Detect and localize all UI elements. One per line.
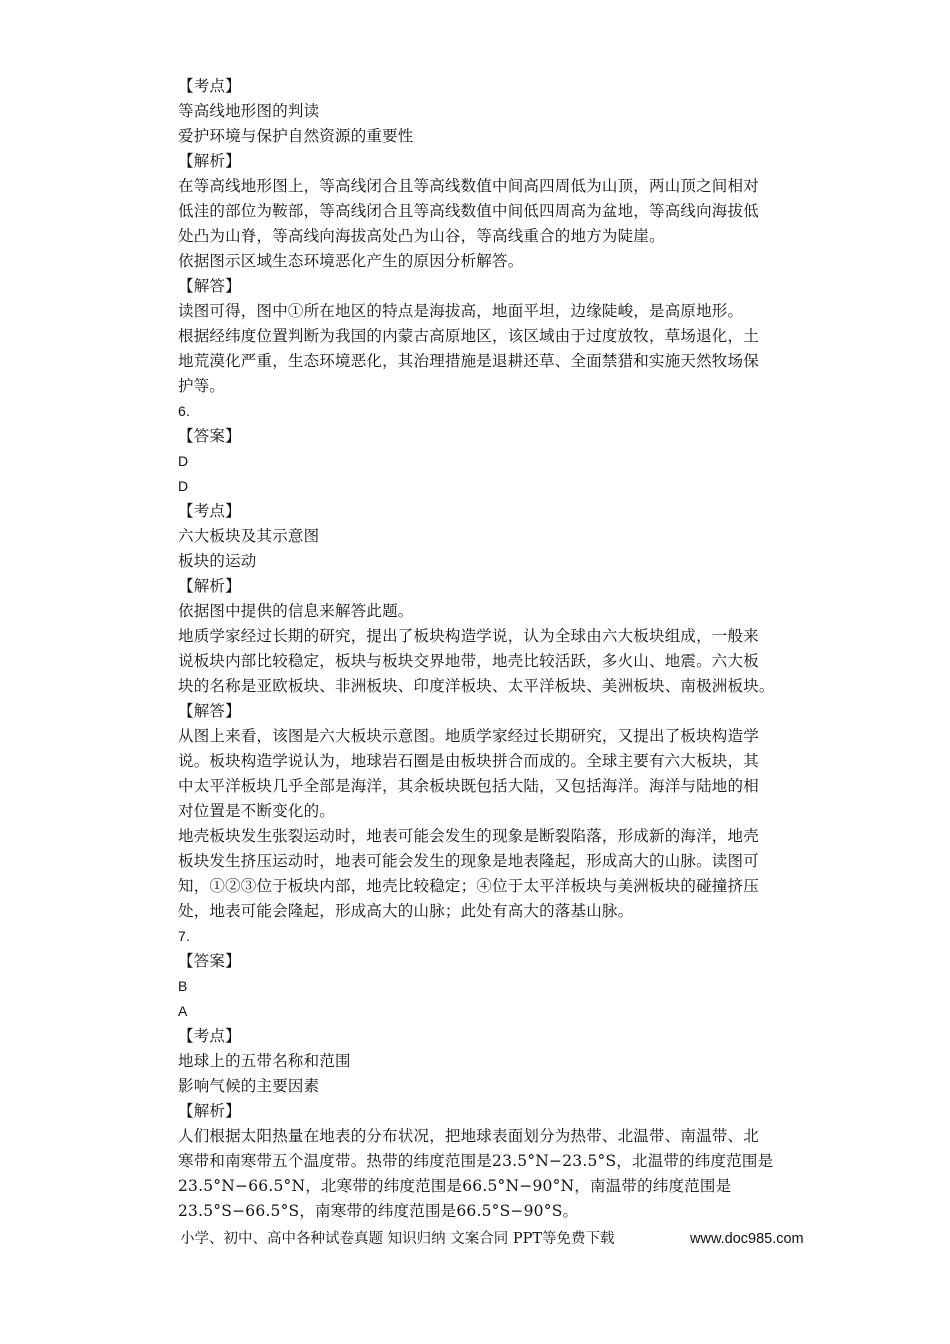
text-line: 对位置是不断变化的。	[178, 802, 336, 820]
document-body	[178, 74, 818, 1224]
text-line: 人们根据太阳热量在地表的分布状况，把地球表面划分为热带、北温带、南温带、北	[178, 1127, 759, 1145]
text-line: 六大板块及其示意图	[178, 527, 320, 545]
section-heading: 【考点】	[178, 1027, 241, 1045]
section-heading: 【考点】	[178, 502, 241, 520]
footer-promo-text: 小学、初中、高中各种试卷真题 知识归纳 文案合同 PPT等免费下载	[180, 1231, 615, 1247]
text-line: 地球上的五带名称和范围	[178, 1052, 351, 1070]
text-line: 地壳板块发生张裂运动时，地表可能会发生的现象是断裂陷落，形成新的海洋，地壳	[178, 827, 759, 845]
text-line: 地荒漠化严重，生态环境恶化，其治理措施是退耕还草、全面禁猎和实施天然牧场保	[178, 352, 759, 370]
text-line: 知，①②③位于板块内部，地壳比较稳定；④位于太平洋板块与美洲板块的碰撞挤压	[178, 877, 759, 895]
question-number: 7.	[178, 928, 191, 944]
text-line: 低洼的部位为鞍部，等高线闭合且等高线数值中间低四周高为盆地，等高线向海拔低	[178, 202, 759, 220]
section-heading: 【解析】	[178, 577, 241, 595]
section-heading: 【解析】	[178, 1102, 241, 1120]
text-line: 等高线地形图的判读	[178, 102, 320, 120]
text-line: 23.5°N−66.5°N，北寒带的纬度范围是66.5°N−90°N，南温带的纬度范围是	[178, 1177, 732, 1195]
section-heading: 【考点】	[178, 77, 241, 95]
text-line: 地质学家经过长期的研究，提出了板块构造学说，认为全球由六大板块组成，一般来	[178, 627, 759, 645]
text-line: 依据图中提供的信息来解答此题。	[178, 602, 414, 620]
footer-website-link[interactable]: www.doc985.com	[690, 1231, 804, 1247]
answer-letter: D	[178, 453, 189, 469]
text-line: 读图可得，图中①所在地区的特点是海拔高，地面平坦，边缘陡峻，是高原地形。	[178, 302, 744, 320]
section-heading: 【解答】	[178, 277, 241, 295]
section-heading: 【答案】	[178, 427, 241, 445]
text-line: 中太平洋板块几乎全部是海洋，其余板块既包括大陆，又包括海洋。海洋与陆地的相	[178, 777, 759, 795]
text-line: 板块的运动	[178, 552, 257, 570]
text-line: 从图上来看，该图是六大板块示意图。地质学家经过长期研究，又提出了板块构造学	[178, 727, 759, 745]
text-line: 影响气候的主要因素	[178, 1077, 320, 1095]
text-line: 处凸为山脊，等高线向海拔高处凸为山谷，等高线重合的地方为陡崖。	[178, 227, 665, 245]
answer-letter: B	[178, 978, 188, 994]
section-heading: 【解答】	[178, 702, 241, 720]
text-line: 说板块内部比较稳定，板块与板块交界地带，地壳比较活跃，多火山、地震。六大板	[178, 652, 759, 670]
text-line: 块的名称是亚欧板块、非洲板块、印度洋板块、太平洋板块、美洲板块、南极洲板块。	[178, 677, 775, 695]
section-heading: 【解析】	[178, 152, 241, 170]
question-number: 6.	[178, 403, 191, 419]
text-line: 说。板块构造学说认为，地球岩石圈是由板块拼合而成的。全球主要有六大板块，其	[178, 752, 759, 770]
text-line: 在等高线地形图上，等高线闭合且等高线数值中间高四周低为山顶，两山顶之间相对	[178, 177, 759, 195]
text-line: 处，地表可能会隆起，形成高大的山脉；此处有高大的落基山脉。	[178, 902, 634, 920]
section-heading: 【答案】	[178, 952, 241, 970]
text-line: 护等。	[178, 377, 226, 395]
text-line: 23.5°S−66.5°S，南寒带的纬度范围是66.5°S−90°S。	[178, 1202, 579, 1220]
text-line: 爱护环境与保护自然资源的重要性	[178, 127, 414, 145]
text-line: 依据图示区域生态环境恶化产生的原因分析解答。	[178, 252, 524, 270]
text-line: 寒带和南寒带五个温度带。热带的纬度范围是23.5°N−23.5°S，北温带的纬度范围是	[178, 1152, 774, 1170]
answer-letter: A	[178, 1003, 188, 1019]
text-line: 板块发生挤压运动时，地表可能会发生的现象是地表隆起，形成高大的山脉。读图可	[178, 852, 759, 870]
text-line: 根据经纬度位置判断为我国的内蒙古高原地区，该区域由于过度放牧，草场退化，土	[178, 327, 759, 345]
answer-letter: D	[178, 478, 189, 494]
